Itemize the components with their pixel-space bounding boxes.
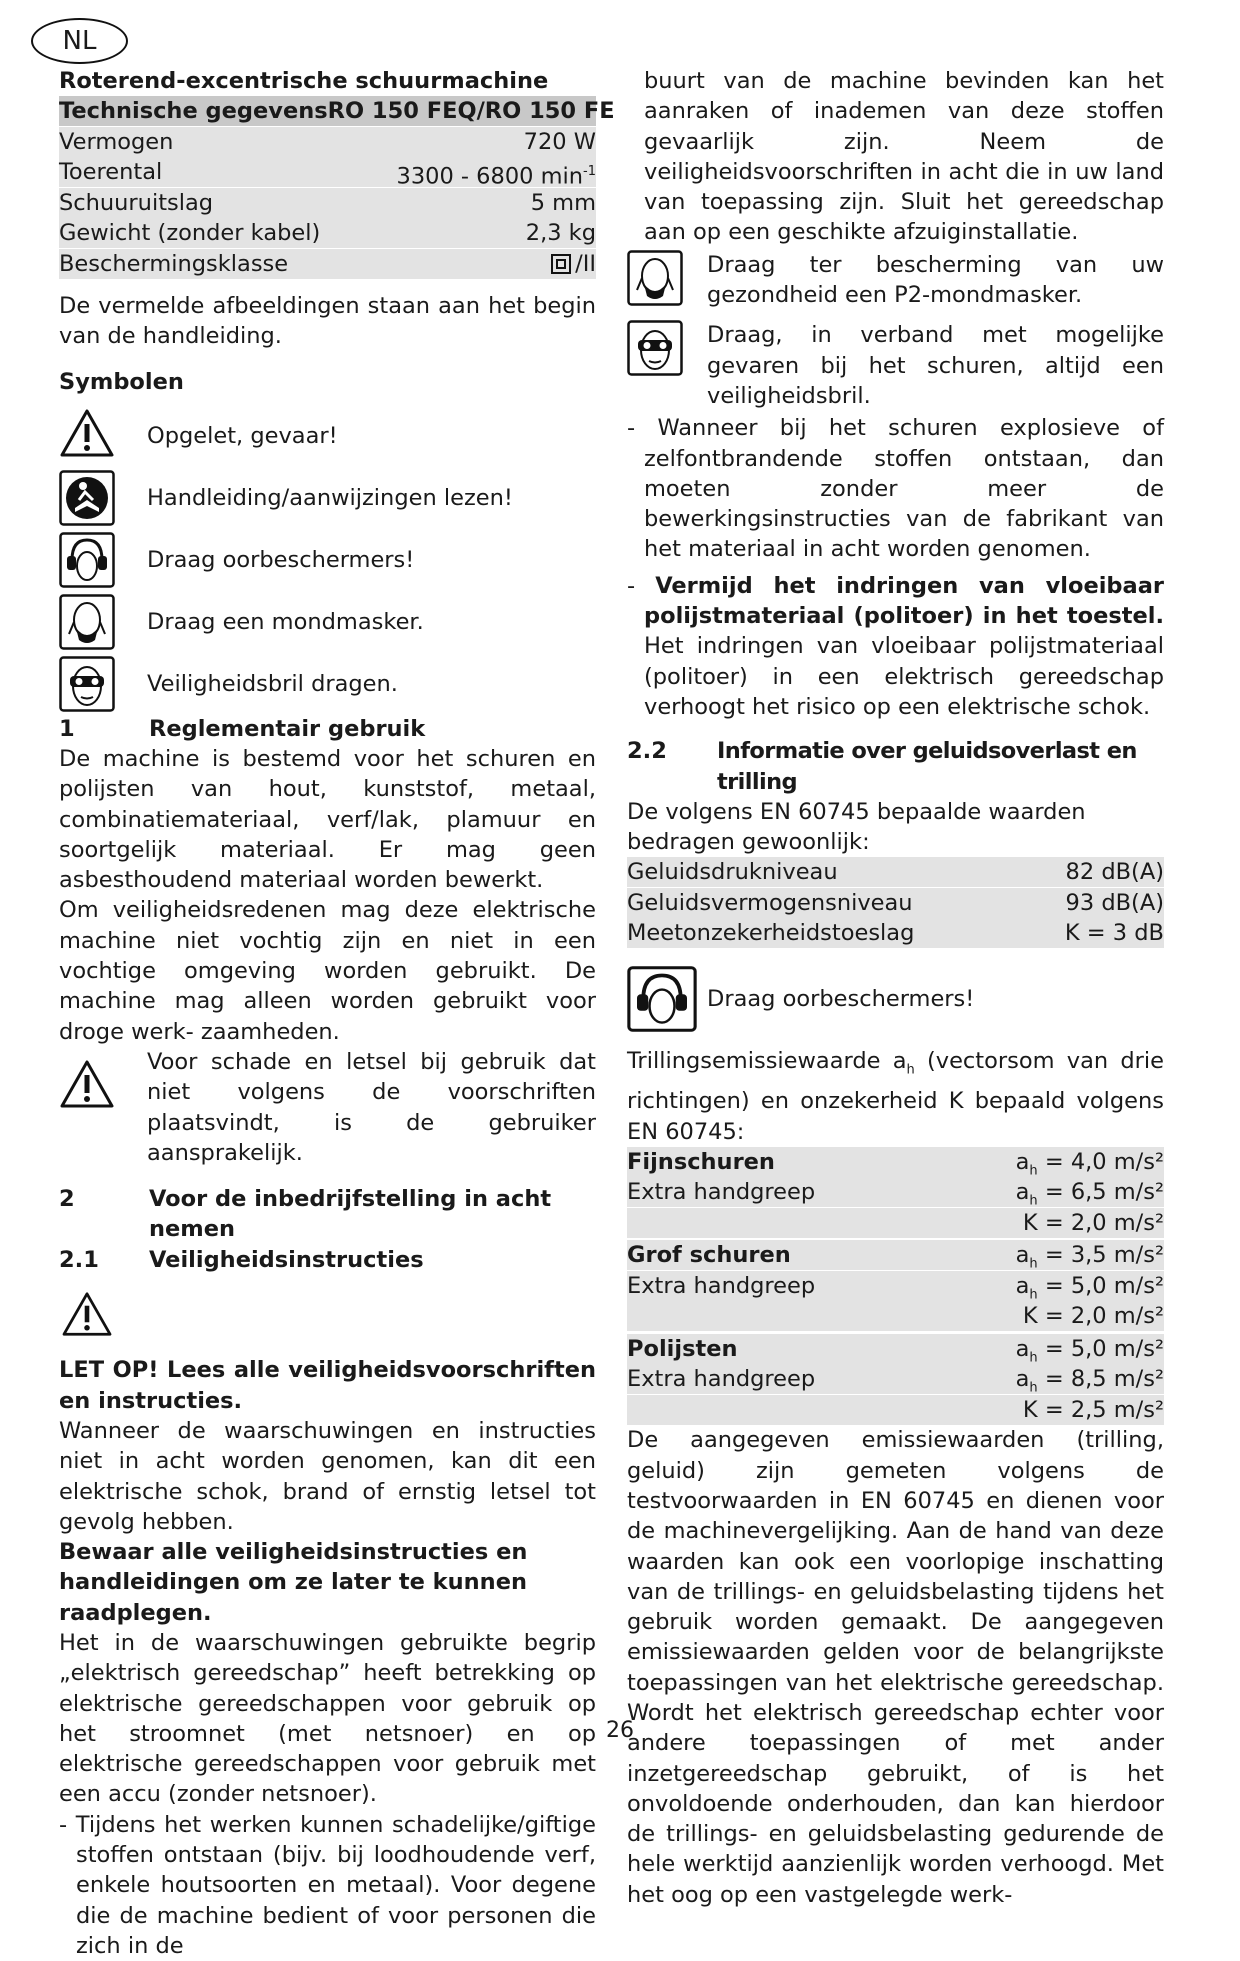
attention-bold: LET OP! Lees alle veiligheidsvoorschriften en instructies. [59,1357,596,1414]
use-paragraph-2: Om veiligheidsredenen mag deze elektrische machine niet vochtig zijn en niet in een vochtige omgeving worden gebruikt. De machine mag alleen worden gebruikt voor droge werk- zaamheden. [59,897,596,1045]
vib-extra: Extra handgreep [627,1272,816,1299]
table-header-label: Technische gegevens [59,98,328,125]
continued-paragraph: buurt van de machine bevinden kan het aanraken of inademen van deze stoffen gevaarlijk zijn. Neem de veiligheidsvoorschriften in acht die in uw land van toepassing zijn. Sluit het gereedschap aan op een geschikte afzuiginstallatie. [644,68,1164,246]
table-row [627,888,1164,918]
ear-protection-icon [59,532,115,588]
a-symbol: a [1015,1242,1030,1269]
polish-text: Het indringen van vloeibaar polijstmateriaal (politoer) in een elektrisch gereedschap verhoogt het risico op een elektrische schok. [644,633,1164,720]
a-value: = 8,5 m/s² [1044,1366,1164,1393]
section-2-2-heading [627,736,1164,797]
language-badge: NL [31,18,128,64]
k-value: K = 2,5 m/s² [1022,1396,1164,1423]
use-paragraph-1: De machine is bestemd voor het schuren en polijsten van hout, kunststof, metaal, combinatiemateriaal, verf/lak, plamuur en soortgelijk materiaal. Er mag geen asbesthoudend materiaal worden bewerkt. [59,745,596,894]
a-value: = 3,5 m/s² [1044,1242,1164,1269]
table-row [627,1208,1164,1238]
table-header-model: RO 150 FEQ/RO 150 FE [327,98,615,125]
bullet-polish: - Vermijd het indringen van vloeibaar polijstmateriaal (politoer) in het toestel. Het indringen van vloeibaar polijstmateriaal (politoer) in een elektrisch gereedschap verhoogt het risico op een elektrische schok. [627,572,1164,720]
section-title: Voor de inbedrijfstelling in acht nemen [149,1186,552,1243]
goggles-note [627,320,1164,411]
h-sub: h [1029,1193,1038,1209]
closing-paragraph: De aangegeven emissiewaarden (trilling, geluid) zijn gemeten volgens de testvoorwaarden in EN 60745 en dienen voor de machinevergelijking. Aan de hand van deze waarden kan ook een voorlopige inschatting van de trillings- en geluidsbelasting tijdens het gebruik worden gemaakt. De aangegeven emissiewaarden gelden voor de belangrijkste toepassingen van het elektrische gereedschap. Wordt het elektrisch gereedschap echter voor andere toepassingen of met ander inzetgereedschap gebruikt, of is het onvoldoende onderhouden, dan kan hierdoor de trillings- en geluidsbelasting gedurende de hele werktijd aanzienlijk worden verhoogd. Met het oog op een vastgelegde werk- [627,1427,1164,1908]
vib-intro-sub: h [906,1062,915,1078]
table-row [59,188,596,218]
table-row [59,127,596,157]
product-title: Roterend-excentrische schuurmachine [59,68,549,94]
h-sub: h [1029,1287,1038,1303]
vib-value [1016,1334,1164,1364]
dust-mask-icon [627,250,683,306]
table-row [59,157,596,190]
table-row [59,218,596,248]
attention-paragraph [59,1287,596,1537]
vib-value [1016,1147,1164,1177]
tech-data-table [59,96,615,279]
row-value [396,157,597,190]
table-row [627,1395,1164,1425]
vib-extra: Extra handgreep [627,1179,816,1206]
vib-group [627,1334,1164,1425]
left-column [59,66,615,1961]
rpm-exponent: -1 [583,164,596,180]
vib-value [1016,1271,1164,1301]
symbol-text: Opgelet, gevaar! [147,422,338,449]
row-value [551,249,596,279]
row-label: Gewicht (zonder kabel) [59,220,321,247]
table-row [627,1240,1164,1270]
a-symbol: a [1015,1179,1030,1206]
read-manual-icon [59,470,115,526]
h-sub: h [1029,1163,1038,1179]
table-row [627,1177,1164,1207]
row-value: 720 W [523,128,596,155]
k-value: K = 2,0 m/s² [1022,1303,1164,1330]
table-header [59,96,615,126]
safety-goggles-icon [627,320,683,376]
a-value: = 4,0 m/s² [1044,1148,1164,1175]
symbol-row [59,594,596,650]
section-title: Veiligheidsinstructies [149,1246,424,1273]
section-2-heading [59,1184,596,1245]
table-row [627,1271,1164,1301]
table-row [627,857,1164,887]
intro-text: De vermelde afbeeldingen staan aan het begin van de handleiding. [59,292,596,350]
row-value: 82 dB(A) [1065,859,1164,886]
symbol-text: Draag een mondmasker. [147,608,424,635]
table-row [627,1364,1164,1394]
symbol-text: Veiligheidsbril dragen. [147,670,398,697]
section-title: Reglementair gebruik [149,715,426,742]
row-value: 93 dB(A) [1065,889,1164,916]
section-number: 1 [59,715,75,742]
h-sub: h [1029,1380,1038,1396]
section-number: 2 [59,1186,75,1213]
row-label: Toerental [59,159,163,186]
table-row [627,1334,1164,1364]
vib-mode: Polijsten [627,1335,738,1362]
ear-text: Draag oorbeschermers! [707,986,975,1013]
protection-class-value: /II [575,250,596,277]
vib-value [1016,1364,1164,1394]
h-sub: h [1029,1350,1038,1366]
ear-protection-icon [627,966,697,1032]
keep-instructions: Bewaar alle veiligheidsinstructies en handleidingen om ze later te kunnen raadplegen. [59,1539,528,1626]
vibration-table [627,1147,1164,1425]
k-value: K = 2,0 m/s² [1022,1209,1164,1236]
vib-group [627,1147,1164,1238]
h-sub: h [1029,1256,1038,1272]
vib-intro-b: (vectorsom van drie richtingen) en onzekerheid K bepaald volgens EN 60745: [627,1048,1165,1145]
symbol-row [59,470,596,526]
section-1-heading [59,714,596,744]
symbol-row [59,408,596,464]
section-number: 2.1 [59,1246,99,1273]
row-value: 2,3 kg [525,220,596,247]
symbol-text: Handleiding/aanwijzingen lezen! [147,484,513,511]
vib-mode: Grof schuren [627,1242,791,1269]
protection-class-icon [551,254,571,274]
a-symbol: a [1015,1148,1030,1175]
symbol-text: Draag oorbeschermers! [147,546,415,573]
vib-extra: Extra handgreep [627,1366,816,1393]
liability-text: Voor schade en letsel bij gebruik dat niet volgens de voorschriften plaatsvindt, is de gebruiker aansprakelijk. [147,1048,596,1166]
section-2-1-heading [59,1245,596,1275]
a-symbol: a [1015,1335,1030,1362]
section-number: 2.2 [627,738,667,765]
symbol-row [59,656,596,712]
bullet-harmful-substances: - Tijdens het werken kunnen schadelijke/giftige stoffen ontstaan (bijv. bij loodhoudende verf, enkele houtsoorten en metaal). Voor degene die de machine bedient of voor personen die zich in de [59,1811,596,1959]
section-title: Informatie over geluidsoverlast en trilling [717,738,1137,795]
symbols-heading: Symbolen [59,369,184,396]
table-row [627,1301,1164,1331]
warning-triangle-icon [59,1059,115,1115]
vib-group [627,1240,1164,1331]
row-label: Geluidsdrukniveau [627,859,838,886]
row-value: 5 mm [530,189,596,216]
goggles-text: Draag, in verband met mogelijke gevaren bij het schuren, altijd een veiligheidsbril. [707,322,1164,409]
table-row [627,1147,1164,1177]
polish-bold: Vermijd het indringen van vloeibaar polijstmateriaal (politoer) in het toestel. [644,572,1164,630]
vib-value [1016,1177,1164,1207]
liability-warning [59,1047,596,1168]
ear-note [627,966,1164,1032]
row-label: Geluidsvermogensniveau [627,889,913,916]
bullet-explosive: - Wanneer bij het schuren explosieve of zelfontbrandende stoffen ontstaan, dan moeten zonder meer de bewerkingsinstructies van de fabrikant van het materiaal in acht worden genomen. [627,415,1164,563]
vib-intro-a: Trillingsemissiewaarde a [627,1048,907,1075]
row-label: Vermogen [59,128,174,155]
row-value: K = 3 dB [1064,920,1164,947]
mask-text: Draag ter bescherming van uw gezondheid een P2-mondmasker. [707,251,1164,309]
safety-goggles-icon [59,656,115,712]
a-symbol: a [1015,1272,1030,1299]
warning-triangle-icon [59,1291,115,1345]
row-label: Meetonzekerheidstoeslag [627,920,915,947]
vib-mode: Fijnschuren [627,1148,775,1175]
mask-note [627,250,1164,311]
a-value: = 5,0 m/s² [1044,1335,1164,1362]
warning-triangle-icon [59,408,115,464]
a-value: = 5,0 m/s² [1044,1272,1164,1299]
noise-table [627,857,1164,948]
row-label: Beschermingsklasse [59,250,289,277]
a-value: = 6,5 m/s² [1044,1179,1164,1206]
table-row [627,918,1164,948]
symbol-row [59,532,596,588]
vibration-intro [627,1046,1164,1146]
a-symbol: a [1015,1366,1030,1393]
term-definition: Het in de waarschuwingen gebruikte begrip „elektrisch gereedschap” heeft betrekking op elektrische gereedschappen voor gebruik op het stroomnet (met netsnoer) en op elektrische gereedschappen voor gebruik met een accu (zonder netsnoer). [59,1630,596,1808]
rpm-value: 3300 - 6800 min [396,163,584,190]
noise-intro: De volgens EN 60745 bepaalde waarden bedragen gewoonlijk: [627,798,1086,856]
row-label: Schuuruitslag [59,189,214,216]
page-number: 26 [606,1718,634,1743]
vib-value [1016,1240,1164,1270]
dust-mask-icon [59,594,115,650]
table-row [59,249,596,279]
attention-text: Wanneer de waarschuwingen en instructies niet in acht worden genomen, kan dit een elektrische schok, brand of ernstig letsel tot gevolg hebben. [59,1417,596,1535]
right-column [627,66,1164,1910]
